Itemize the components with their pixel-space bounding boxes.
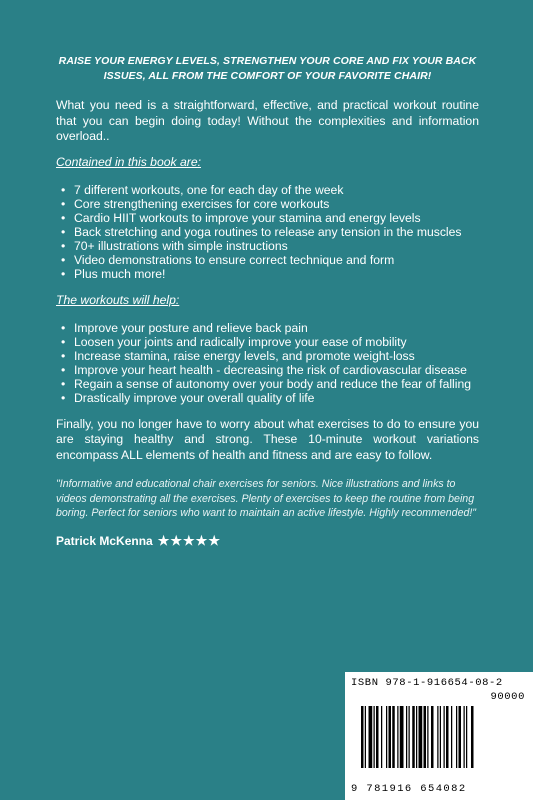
- barcode-bar: [437, 706, 438, 768]
- list-item: • Loosen your joints and radically improve your ease of mobility: [61, 334, 407, 349]
- list-item: • Drastically improve your overall quality of life: [61, 390, 315, 405]
- barcode-bar: [365, 706, 366, 768]
- list-item: • 7 different workouts, one for each day of the week: [61, 182, 344, 197]
- isbn-barcode: [345, 672, 533, 800]
- barcode-bar: [416, 706, 417, 768]
- barcode-bar: [400, 706, 404, 768]
- isbn-label: ISBN 978-1-916654-08-2: [351, 677, 503, 689]
- list-item: • Core strengthening exercises for core workouts: [61, 196, 330, 211]
- barcode-bar: [459, 706, 462, 768]
- barcode-bar: [381, 706, 382, 768]
- reviewer-line: [56, 533, 479, 549]
- barcode-bar: [392, 706, 395, 768]
- barcode-bar: [374, 706, 375, 768]
- barcode-bar: [456, 706, 457, 768]
- review-quote: "Informative and educational chair exercises for seniors. Nice illustrations and links to videos demonstrating all the exercises. Plenty of exercises to keep the routine from being boring. Perfect for seniors who want to maintain an active lifestyle. Highly recommended!": [56, 478, 477, 519]
- barcode-bar: [386, 706, 387, 768]
- barcode-bar: [466, 706, 467, 768]
- back-cover-text: [56, 54, 479, 549]
- barcode-bar: [440, 706, 441, 768]
- list-item: • Improve your posture and relieve back pain: [61, 320, 308, 335]
- reviewer-name: Patrick McKenna: [56, 533, 153, 548]
- list-item: • 70+ illustrations with simple instructions: [61, 238, 288, 253]
- list-item: • Plus much more!: [61, 266, 166, 281]
- list-item: • Back stretching and yoga routines to release any tension in the muscles: [61, 224, 462, 239]
- price-code: 90000: [490, 691, 525, 703]
- list-item: • Improve your heart health - decreasing the risk of cardiovascular disease: [61, 362, 467, 377]
- barcode-bar: [451, 706, 452, 768]
- barcode-bar: [464, 706, 465, 768]
- barcode-bar: [471, 706, 474, 768]
- star-rating-icon: ★★★★★: [157, 532, 221, 548]
- barcode-bar: [412, 706, 415, 768]
- barcode-bar: [409, 706, 410, 768]
- barcode-bar: [419, 706, 423, 768]
- barcode-bar: [444, 706, 445, 768]
- list-item: • Video demonstrations to ensure correct technique and form: [61, 252, 395, 267]
- barcode-bar: [376, 706, 379, 768]
- barcode-bar: [446, 706, 449, 768]
- barcode-bar: [406, 706, 407, 768]
- headline: RAISE YOUR ENERGY LEVELS, STRENGTHEN YOUR CORE AND FIX YOUR BACK ISSUES, ALL FROM THE COMFORT OF YOUR FAVORITE CHAIR!: [58, 55, 477, 82]
- closing-paragraph: Finally, you no longer have to worry about what exercises to do to ensure you are staying healthy and strong. These 10-minute workout variations encompass ALL elements of health and fitness and are easy to follow.: [56, 416, 479, 462]
- list-item: • Increase stamina, raise energy levels, and promote weight-loss: [61, 348, 415, 363]
- list-item: • Regain a sense of autonomy over your body and reduce the fear of falling: [61, 376, 472, 391]
- barcode-bar: [389, 706, 392, 768]
- contents-heading: Contained in this book are:: [56, 154, 201, 169]
- barcode-bar: [431, 706, 434, 768]
- list-item: • Cardio HIIT workouts to improve your stamina and energy levels: [61, 210, 421, 225]
- contents-list: [56, 183, 479, 281]
- benefits-heading: The workouts will help:: [56, 292, 180, 307]
- barcode-bar: [424, 706, 427, 768]
- barcode-bars-icon: [361, 706, 521, 768]
- barcode-bar: [427, 706, 428, 768]
- barcode-bar: [361, 706, 364, 768]
- ean-number: 9 781916 654082: [351, 783, 467, 795]
- barcode-bar: [369, 706, 373, 768]
- benefits-list: [56, 321, 479, 405]
- intro-paragraph: What you need is a straightforward, effective, and practical workout routine that you can begin doing today! Without the complexities and information overload..: [56, 98, 479, 143]
- barcode-bar: [397, 706, 398, 768]
